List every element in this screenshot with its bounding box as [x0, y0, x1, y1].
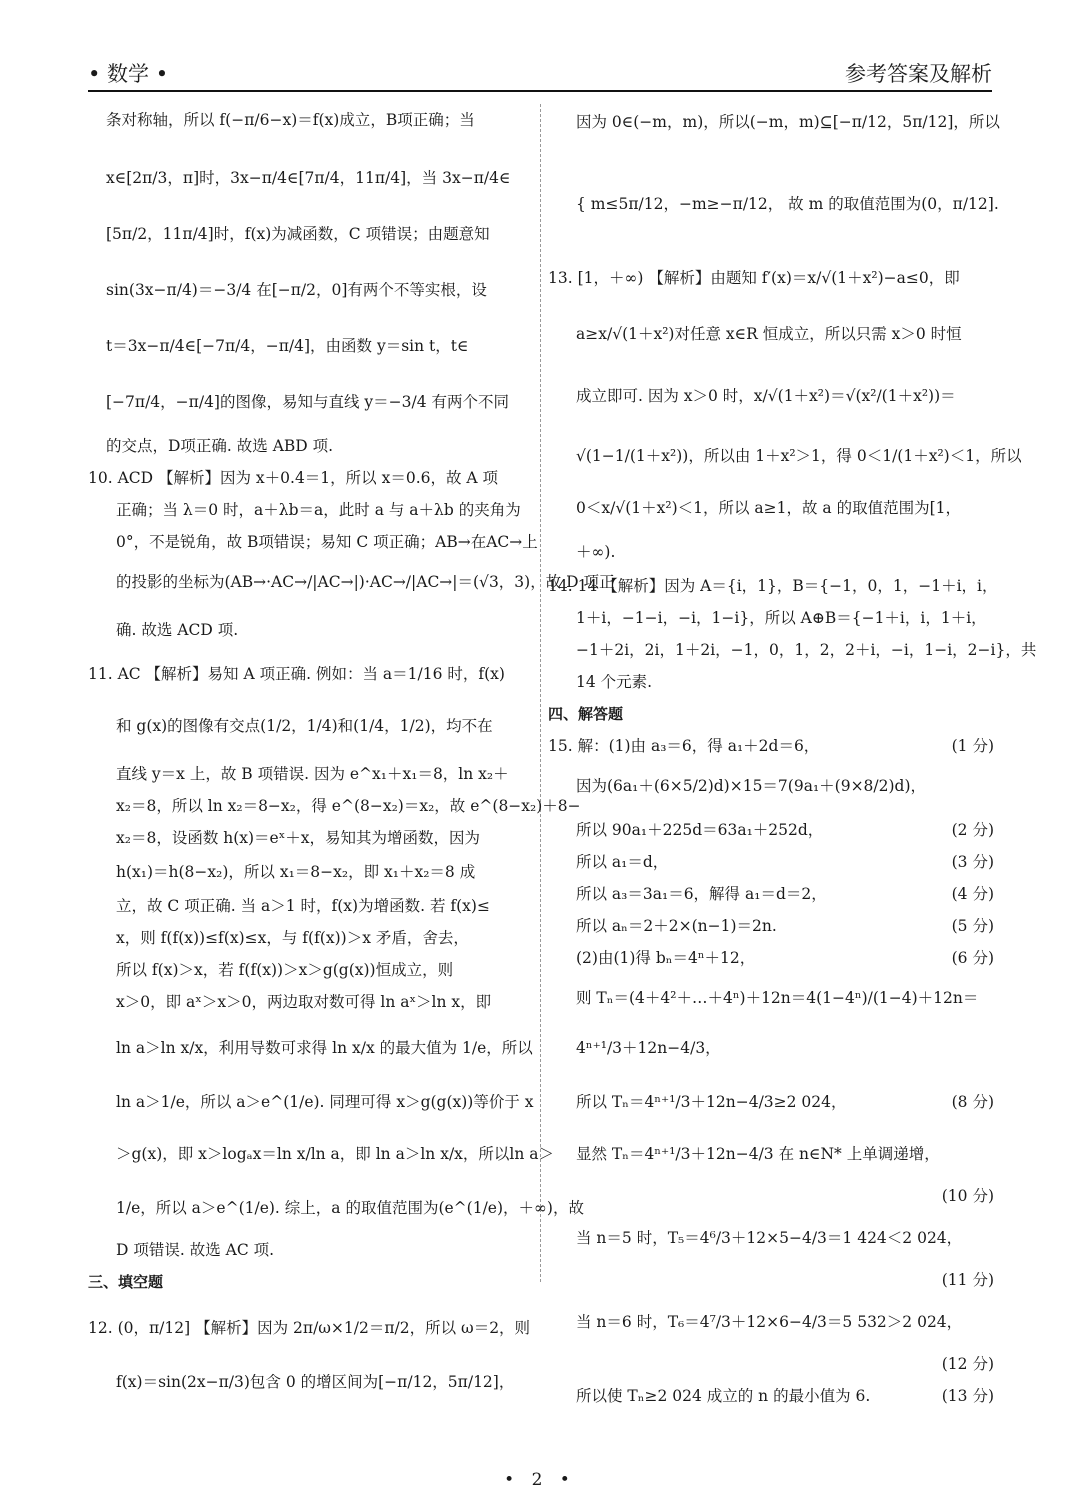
- step-text: 所以 90a₁＋225d＝63a₁＋252d，: [576, 821, 824, 839]
- text-line: 1/e，所以 a＞e^(1/e). 综上，a 的取值范围为(e^(1/e)，＋∞)，故: [116, 1199, 584, 1217]
- text-line: 因为(6a₁＋(6×5/2)d)×15＝7(9a₁＋(9×8/2)d)，: [576, 777, 927, 795]
- solution-step: [576, 850, 994, 876]
- text-line: 直线 y＝x 上，故 B 项错误. 因为 e^x₁＋x₁＝8，ln x₂＋: [116, 765, 509, 783]
- solution-step: [576, 818, 994, 844]
- text-line: ＞g(x)，即 x＞logₐx＝ln x/ln a，即 ln a＞ln x/x，所以ln a＞: [116, 1145, 555, 1163]
- text-line: D 项错误. 故选 AC 项.: [116, 1241, 275, 1259]
- score: (2 分): [951, 821, 994, 839]
- text-line: ln a＞ln x/x，利用导数可求得 ln x/x 的最大值为 1/e，所以: [116, 1039, 533, 1057]
- solution-step: [576, 1090, 994, 1116]
- column-divider: [540, 104, 541, 1282]
- score: (11 分): [941, 1271, 994, 1289]
- score-line: [576, 1352, 994, 1378]
- text-line: 确. 故选 ACD 项.: [116, 621, 239, 639]
- section-heading-solutions: 四、解答题: [548, 705, 624, 723]
- score: (13 分): [941, 1387, 994, 1405]
- text-line: 因为 0∈(−m，m)，所以(−m，m)⊆[−π/12，5π/12]，所以: [576, 113, 1000, 131]
- text-line: x，则 f(f(x))≤f(x)≤x，与 f(f(x))＞x 矛盾，舍去，: [116, 929, 469, 947]
- score: (5 分): [951, 917, 994, 935]
- text-line: f(x)＝sin(2x−π/3)包含 0 的增区间为[−π/12，5π/12]，: [116, 1373, 515, 1391]
- text-line: x＞0，即 aˣ＞x＞0，两边取对数可得 ln aˣ＞ln x，即: [116, 993, 492, 1011]
- solution-step: [576, 914, 994, 940]
- score: (6 分): [951, 949, 994, 967]
- header-rule: [88, 90, 992, 92]
- text-line: √(1−1/(1＋x²))，所以由 1＋x²＞1，得 0＜1/(1＋x²)＜1，所以: [576, 447, 1022, 465]
- text-line: 正确；当 λ＝0 时，a＋λb＝a，此时 a 与 a＋λb 的夹角为: [116, 501, 521, 519]
- step-text: 所以 a₃＝3a₁＝6，解得 a₁＝d＝2，: [576, 885, 827, 903]
- text-line: 1＋i，−1−i，−i，1−i}，所以 A⊕B＝{−1＋i，i，1＋i，: [576, 609, 987, 627]
- answer-12: 12. (0，π/12] 【解析】因为 2π/ω×1/2＝π/2，所以 ω＝2，则: [88, 1319, 531, 1337]
- text-line: [−7π/4，−π/4]的图像，易知与直线 y＝−3/4 有两个不同: [106, 393, 510, 411]
- step-text: 所以使 Tₙ≥2 024 成立的 n 的最小值为 6.: [576, 1387, 871, 1405]
- text-line: 14 个元素.: [576, 673, 653, 691]
- subject-label: • 数学 •: [88, 62, 169, 86]
- text-line: 4ⁿ⁺¹/3＋12n−4/3，: [576, 1039, 721, 1057]
- answer-10: 10. ACD 【解析】因为 x＋0.4＝1，所以 x＝0.6，故 A 项: [88, 469, 499, 487]
- solution-step: [576, 882, 994, 908]
- score: (10 分): [941, 1187, 994, 1205]
- text-line: x∈[2π/3，π]时，3x−π/4∈[7π/4，11π/4]，当 3x−π/4∈: [106, 169, 511, 187]
- text-line: [5π/2，11π/4]时，f(x)为减函数，C 项错误；由题意知: [106, 225, 490, 243]
- score: (1 分): [951, 737, 994, 755]
- text-line: ln a＞1/e，所以 a＞e^(1/e). 同理可得 x＞g(g(x))等价于 x: [116, 1093, 534, 1111]
- step-text: 所以 aₙ＝2＋2×(n−1)＝2n.: [576, 917, 777, 935]
- text-line: a≥x/√(1＋x²)对任意 x∈R 恒成立，所以只需 x＞0 时恒: [576, 325, 962, 343]
- score: (4 分): [951, 885, 994, 903]
- text-line: 成立即可. 因为 x＞0 时，x/√(1＋x²)＝√(x²/(1＋x²))＝: [576, 387, 956, 405]
- text-line: { m≤5π/12，−m≥−π/12， 故 m 的取值范围为(0，π/12].: [576, 195, 999, 213]
- section-heading-fill-blank: 三、填空题: [88, 1273, 164, 1291]
- text-line: 0＜x/√(1＋x²)＜1，所以 a≥1，故 a 的取值范围为[1，: [576, 499, 961, 517]
- text-line: 当 n＝6 时，T₆＝4⁷/3＋12×6−4/3＝5 532＞2 024，: [576, 1313, 963, 1331]
- text-line: x₂＝8，所以 ln x₂＝8−x₂，得 e^(8−x₂)＝x₂，故 e^(8−x₂)＋8−: [116, 797, 581, 815]
- text-line: 和 g(x)的图像有交点(1/2，1/4)和(1/4，1/2)，均不在: [116, 717, 493, 735]
- text-line: 条对称轴，所以 f(−π/6−x)＝f(x)成立，B项正确；当: [106, 111, 475, 129]
- text-line: 立，故 C 项正确. 当 a＞1 时，f(x)为增函数. 若 f(x)≤: [116, 897, 490, 915]
- answer-15: [548, 734, 994, 760]
- text-line: −1＋2i，2i，1＋2i，−1，0，1，2，2＋i，−i，1−i，2−i}，共: [576, 641, 1037, 659]
- step-text: 所以 Tₙ＝4ⁿ⁺¹/3＋12n−4/3≥2 024，: [576, 1093, 847, 1111]
- header-title: 参考答案及解析: [845, 62, 992, 86]
- score: (3 分): [951, 853, 994, 871]
- text-line: h(x₁)＝h(8−x₂)，所以 x₁＝8−x₂，即 x₁＋x₂＝8 成: [116, 863, 476, 881]
- text-line: 的投影的坐标为(AB→·AC→/|AC→|)·AC→/|AC→|＝(√3，3)，故 D 项正: [116, 573, 615, 591]
- answer-14: 14. 14 【解析】因为 A＝{i，1}，B＝{−1，0，1，−1＋i，i，: [548, 577, 998, 595]
- page-header: [88, 58, 992, 88]
- score: (8 分): [951, 1093, 994, 1111]
- solution-step: [576, 946, 994, 972]
- text-line: 当 n＝5 时，T₅＝4⁶/3＋12×5−4/3＝1 424＜2 024，: [576, 1229, 963, 1247]
- text-line: x₂＝8，设函数 h(x)＝eˣ＋x，易知其为增函数，因为: [116, 829, 481, 847]
- text-line: 则 Tₙ＝(4＋4²＋…＋4ⁿ)＋12n＝4(1−4ⁿ)/(1−4)＋12n＝: [576, 989, 979, 1007]
- score: (12 分): [941, 1355, 994, 1373]
- score-line: [576, 1268, 994, 1294]
- score-line: [576, 1184, 994, 1210]
- text-line: sin(3x−π/4)＝−3/4 在[−π/2，0]有两个不等实根，设: [106, 281, 487, 299]
- step-text: 15. 解：(1)由 a₃＝6，得 a₁＋2d＝6，: [548, 737, 820, 755]
- text-line: 显然 Tₙ＝4ⁿ⁺¹/3＋12n−4/3 在 n∈N* 上单调递增，: [576, 1145, 940, 1163]
- text-line: ＋∞).: [576, 543, 616, 561]
- text-line: 所以 f(x)＞x，若 f(f(x))＞x＞g(g(x))恒成立，则: [116, 961, 454, 979]
- answer-11: 11. AC 【解析】易知 A 项正确. 例如：当 a＝1/16 时，f(x): [88, 665, 505, 683]
- text-line: 0°，不是锐角，故 B项错误；易知 C 项正确；AB→在AC→上: [116, 533, 538, 551]
- text-line: 的交点，D项正确. 故选 ABD 项.: [106, 437, 334, 455]
- text-line: t＝3x−π/4∈[−7π/4，−π/4]，由函数 y＝sin t，t∈: [106, 337, 469, 355]
- step-text: 所以 a₁＝d，: [576, 853, 669, 871]
- page-number: • 2 •: [504, 1470, 576, 1490]
- step-text: (2)由(1)得 bₙ＝4ⁿ＋12，: [576, 949, 756, 967]
- answer-13: 13. [1，＋∞) 【解析】由题知 f′(x)＝x/√(1＋x²)−a≤0，即: [548, 269, 960, 287]
- solution-step: [576, 1384, 994, 1410]
